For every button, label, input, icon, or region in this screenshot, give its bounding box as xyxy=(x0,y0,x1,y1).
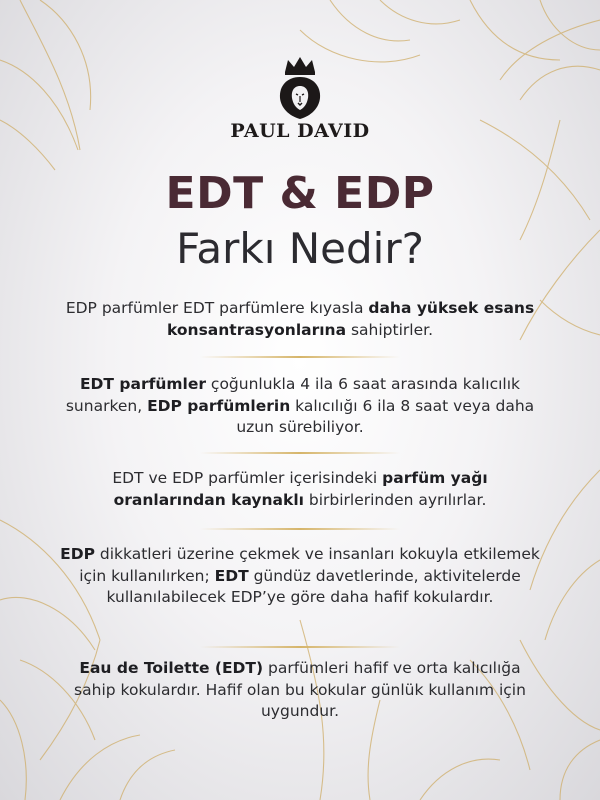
gold-divider xyxy=(200,452,400,454)
gold-divider xyxy=(200,528,400,530)
page-subtitle: Farkı Nedir? xyxy=(176,224,424,273)
paragraph-longevity: EDT parfümler çoğunlukla 4 ila 6 saat arasında kalıcılık sunarken, EDP parfümlerin kalıcılığı 6 ila 8 saat veya daha uzun sürebiliyor. xyxy=(65,375,535,436)
paragraph-oil-ratio: EDT ve EDP parfümler içerisindeki parfüm yağı oranlarından kaynaklı birbirlerinden ayrılırlar. xyxy=(112,469,488,509)
brand-logo xyxy=(0,56,600,142)
gold-divider xyxy=(200,646,400,648)
page-title: EDT & EDP xyxy=(165,168,435,219)
gold-divider xyxy=(200,356,400,358)
brand-name: PAUL DAVID xyxy=(230,120,370,142)
lion-crown-icon xyxy=(273,56,327,120)
paragraph-concentration: EDP parfümler EDT parfümlere kıyasla daha yüksek esans konsantrasyonlarına sahiptirler. xyxy=(65,299,535,339)
paragraph-usage: EDP dikkatleri üzerine çekmek ve insanları kokuyla etkilemek için kullanılırken; EDT gündüz davetlerinde, aktivitelerde kullanılabilecek EDP’ye göre daha hafif kokulardır. xyxy=(60,545,540,606)
paragraph-edt-definition: Eau de Toilette (EDT) parfümleri hafif ve orta kalıcılığa sahip kokulardır. Hafif olan bu kokular günlük kullanım için uygundur. xyxy=(74,659,526,720)
